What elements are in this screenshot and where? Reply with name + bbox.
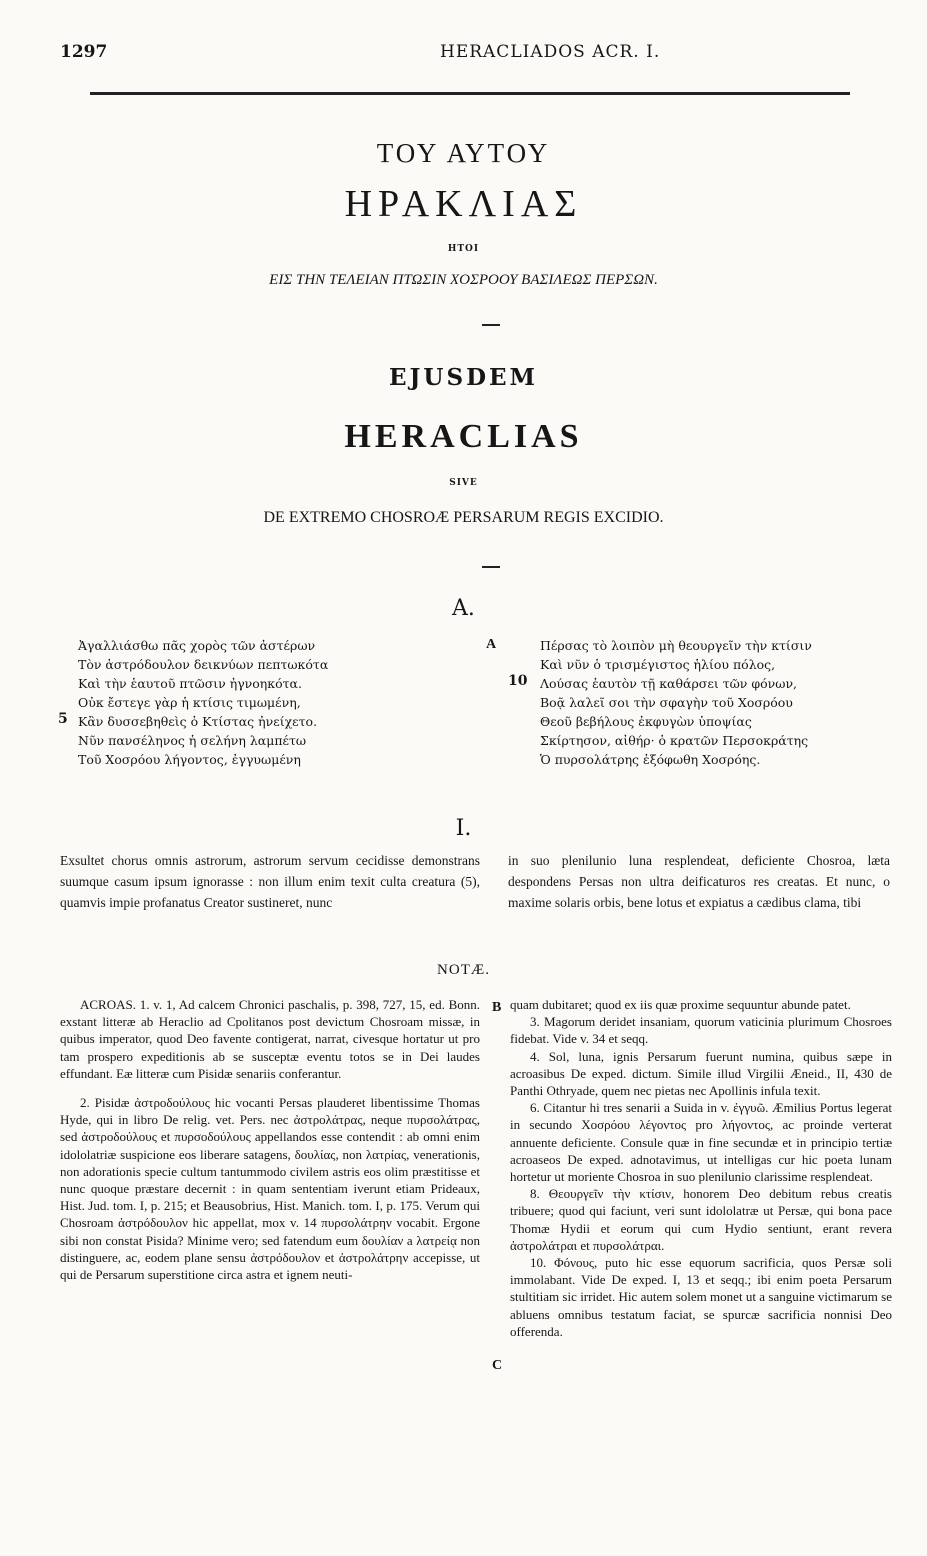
note-paragraph: 4. Sol, luna, ignis Persarum fuerunt numina, quibus sæpe in acroasibus De exped. dictum. Simile illud Virgilii Æneid., II, 430 de Panthi Othryade, quem nec pietas nec Apollinis infula texit. [510, 1048, 892, 1099]
verse-line: Σκίρτησον, αἰθήρ· ὁ κρατῶν Περσοκράτης [540, 733, 809, 748]
verse-line: Θεοῦ βεβήλους ἐκφυγὼν ὑποψίας [540, 714, 752, 729]
note-paragraph: 3. Magorum deridet insaniam, quorum vaticinia plurimum Chosroes fidebat. Vide v. 34 et seqq. [510, 1014, 892, 1047]
notes-right-column [510, 996, 892, 1340]
greek-title-connector: ΗΤΟΙ [447, 244, 480, 254]
verse-line: Τὸν ἀστρόδουλον δεικνύων πεπτωκότα [78, 657, 329, 672]
margin-letter: C [492, 1358, 503, 1373]
verse-line: Νῦν πανσέληνος ἡ σελήνη λαμπέτω [78, 733, 307, 748]
latin-translation-left: Exsultet chorus omnis astrorum, astrorum servum cecidisse demonstrans suumque casum ipsum ignorasse : non illum enim texit culta creatura (5), quamvis impie profanatus Creator sustineret, nunc [60, 853, 480, 910]
verse-left-column [78, 636, 458, 769]
page-number: 1297 [60, 42, 108, 62]
latin-translation-right: in suo plenilunio luna resplendeat, deficiente Chosroa, læta despondens Persas non ultra deificaturos res creatas. Et nunc, o maxime solaris orbis, bene lotus et expiatus a cædibus clama, tibi [508, 853, 890, 910]
running-title: HERACLIADOS ACR. I. [440, 42, 661, 62]
margin-letter: B [492, 1000, 502, 1015]
verse-line: Κἂν δυσσεβηθεὶς ὁ Κτίστας ἠνείχετο. [78, 714, 318, 729]
section-heading-greek: A. [452, 596, 475, 621]
note-paragraph: ACROAS. 1. v. 1, Ad calcem Chronici paschalis, p. 398, 727, 15, ed. Bonn. exstant litteræ ab Heraclio ad Cpolitanos post devictum Chosroam missæ, in quibus imperator, quod Deo favente contigerat, narrat, civesque hortatur ut pro tam prospero expeditionis ab se susceptæ eventu totos se in Dei laudes effundant. Eæ litteræ cum Pisidæ senariis conferantur. [60, 997, 480, 1081]
verse-line: Βοᾷ λαλεῖ σοι τὴν σφαγὴν τοῦ Χοσρόου [540, 695, 793, 710]
verse-line: Ὁ πυρσολάτρης ἐξόφωθη Χοσρόης. [540, 752, 761, 767]
latin-title-line1: EJUSDEM [388, 364, 539, 391]
verse-line: Οὐκ ἔστεγε γὰρ ἡ κτίσις τιμωμένη, [78, 695, 301, 710]
note-paragraph: 2. Pisidæ ἀστροδούλους hic vocanti Persas plauderet libentissime Thomas Hyde, qui in libro De relig. vet. Pers. nec ἀστρολάτρας, neque πυρσολάτρας, sed ἀστροδούλους et πυρσοδούλους appellandos esse contendit : ab omni enim idololatriæ suspicione eos liberare satagens, δουλίας, non λατρίας, venerationis, non adorationis specie cultum tantummodo civilem astris eos olim præstitisse et nunc quoque præstare decernit : in quam sententiam iverunt etiam Prideaux, Hist. Jud. tom. I, p. 215; et Beausobrius, Hist. Manich. tom. I, p. 175. Verum qui Chosroam ἀστρόδουλον hic appellat, mox v. 14 πυρσολάτρην vocabit. Ergone sibi non constat Pisida? Minime vero; sed fatendum eum δουλίαν a λατρείᾳ non distinguere, ac, eodem plane sensu ἀστρόδουλον et ἀστρολάτρην accepisse, ut qui de Persarum superstitione circa astra et ignem neuti- [60, 1095, 480, 1283]
verse-right-column [540, 636, 900, 769]
notes-heading: NOTÆ. [437, 962, 490, 978]
section-heading-latin: I. [455, 816, 472, 841]
verse-line: Τοῦ Χοσρόου λήγοντος, ἐγγυωμένη [78, 752, 301, 767]
notes-left-column [60, 996, 480, 1283]
page-header [60, 42, 880, 68]
verse-line: Καὶ τὴν ἑαυτοῦ πτῶσιν ἠγνοηκότα. [78, 676, 302, 691]
title-divider [482, 324, 500, 326]
header-rule [90, 92, 850, 95]
verse-number: 5 [58, 711, 68, 727]
latin-subtitle: DE EXTREMO CHOSROÆ PERSARUM REGIS EXCIDIO. [263, 509, 664, 526]
note-paragraph: 8. Θεουργεῖν τὴν κτίσιν, honorem Deo debitum rebus creatis tribuere; quod qui faciunt, veri sunt idololatræ ut Persæ, qui bona pace Thomæ Hydii et eorum qui cum Hydio sentiunt, erant revera ἀστρολάτραι et πυρσολάτραι. [510, 1186, 892, 1253]
note-paragraph: quam dubitaret; quod ex iis quæ proxime sequuntur abunde patet. [510, 997, 851, 1012]
latin-title-connector: SIVE [449, 478, 478, 488]
greek-title-line1: ΤΟΥ ΑΥΤΟΥ [376, 138, 551, 168]
verse-line: Καὶ νῦν ὁ τρισμέγιστος ἡλίου πόλος, [540, 657, 776, 672]
greek-subtitle: ΕΙΣ ΤΗΝ ΤΕΛΕΙΑΝ ΠΤΩΣΙΝ ΧΟΣΡΟΟΥ ΒΑΣΙΛΕΩΣ ΠΕΡΣΩΝ. [269, 272, 658, 288]
verse-line: Λούσας ἑαυτὸν τῇ καθάρσει τῶν φόνων, [540, 676, 798, 691]
verse-line: Πέρσας τὸ λοιπὸν μὴ θεουργεῖν τὴν κτίσιν [540, 638, 812, 653]
greek-title-main: ΗΡΑΚΛΙΑΣ [344, 183, 583, 225]
latin-title-main: HERACLIAS [344, 418, 583, 455]
note-paragraph: 6. Citantur hi tres senarii a Suida in v. ἐγγυῶ. Æmilius Portus legerat in secundo Χοσρόου λέγοντος pro λήγοντος, ac proinde verterat annuente deficiente. Consule quæ in fine secundæ et in principio tertiæ acroaseos De exped. adnotavimus, ut intelligas cur hic poeta lunam hortetur ut moriente Chosroa in suo plenilunio clarissime resplendeat. [510, 1100, 892, 1185]
margin-letter: A [486, 637, 497, 652]
verse-number: 10 [508, 673, 528, 689]
verse-line: Ἀγαλλιάσθω πᾶς χορὸς τῶν ἀστέρων [78, 638, 316, 653]
note-paragraph: 10. Φόνους, puto hic esse equorum sacrificia, quos Persæ soli immolabant. Vide De exped. I, 13 et seqq.; ibi enim poeta Persarum stultitiam sic irridet. Hic autem solem monet ut a sanguine victimarum se abluens omnibus testatum faciat, se spurcæ sacrificia nonnisi Deo offerenda. [510, 1255, 892, 1339]
title-divider-2 [482, 566, 500, 568]
